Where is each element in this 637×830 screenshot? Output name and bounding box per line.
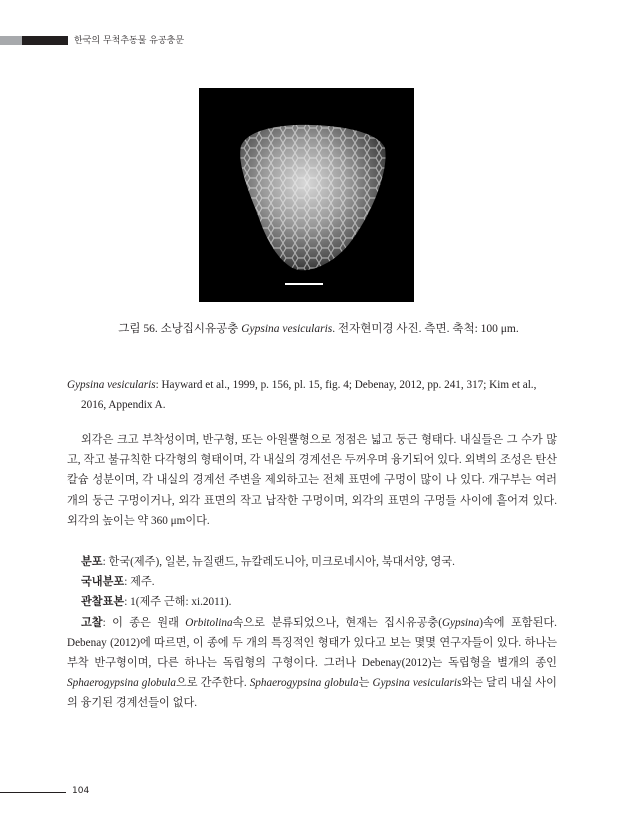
- description-paragraph: 외각은 크고 부착성이며, 반구형, 또는 아원뿔형으로 정점은 넓고 둥근 형태다. 내실들은 그 수가 많고, 작고 불규칙한 다각형의 형태이며, 각 내실의 경계선은 두꺼우며 융기되어 있다. 외벽의 조성은 탄산칼슘 성분이며, 각 내실의 경계선 주변을 제외하고는 전체 표면에 구멍이 많이 나 있다. 개구부는 여러 개의 둥근 구멍이거나, 외각 표면의 작고 납작한 구멍이며, 외각의 표면의 구멍들 사이에 흩어져 있다. 외각의 높이는 약 360 μm이다.: [67, 434, 557, 527]
- specimen-row: 관찰표본: 1(제주 근해: xi.2011).: [81, 596, 232, 609]
- distribution-row: 분포: 한국(제주), 일본, 뉴질랜드, 뉴칼레도니아, 미크로네시아, 북대서양, 영국.: [81, 556, 455, 568]
- sem-photo: [199, 88, 414, 302]
- reference-citation: Gypsina vesicularis: Hayward et al., 1999, p. 156, pl. 15, fig. 4; Debenay, 2012, pp. 241, 317; Kim et al., 2016, Appendix A.: [67, 379, 537, 412]
- discussion-paragraph: 고찰: 이 종은 원래 Orbitolina속으로 분류되었으나, 현재는 집시유공충(Gypsina)속에 포함된다. Debenay (2012)에 따르면, 이 종에 두 개의 특징적인 형태가 있다고 보는 몇몇 연구자들이 있다. 하나는 부착 반구형이며, 다른 하나는 독립형의 구형이다. 그러나 Debenay(2012)는 독립형을 별개의 종인 Sphaerogypsina globula으로 간주한다. Sphaerogypsina globula는 Gypsina vesicularis와는 달리 내실 사이의 융기된 경계선들이 없다.: [67, 616, 557, 710]
- domestic-distribution-row: 국내분포: 제주.: [81, 576, 155, 589]
- figure-caption: 그림 56. 소낭집시유공충 Gypsina vesicularis. 전자현미경 사진. 측면. 축척: 100 μm.: [118, 323, 519, 335]
- header-bar-black: [22, 36, 68, 45]
- footer-rule: [0, 792, 66, 793]
- specimen-image: [199, 88, 414, 302]
- running-title: 한국의 무척추동물 유공충문: [74, 36, 185, 46]
- scale-bar: [285, 283, 323, 285]
- page-number: 104: [72, 786, 90, 796]
- header-bar-gray: [0, 36, 22, 45]
- field-list: [67, 552, 557, 714]
